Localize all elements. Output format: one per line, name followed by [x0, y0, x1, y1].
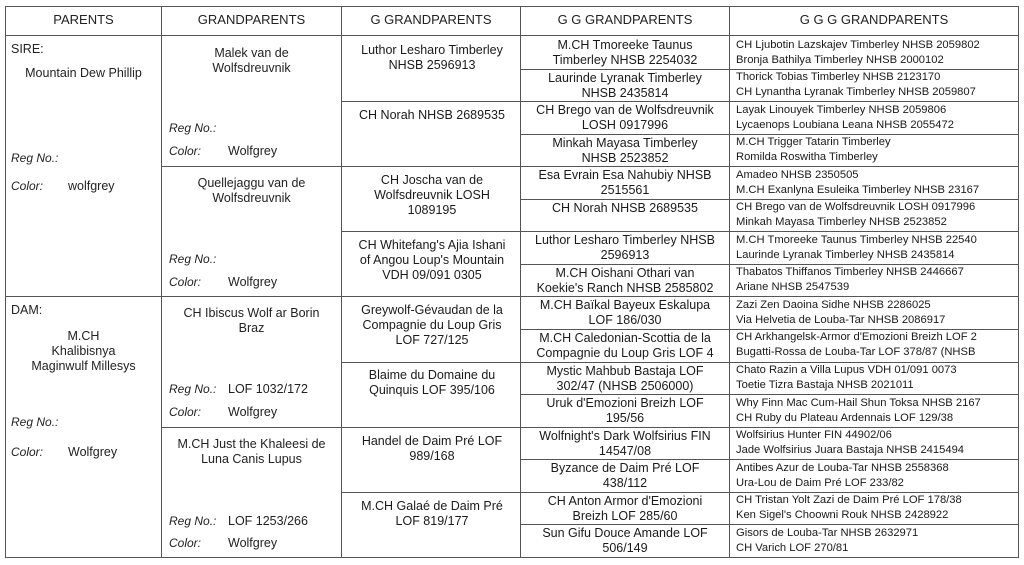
col-divider — [161, 6, 162, 558]
row-divider — [520, 524, 1019, 525]
great-grandparent-line: CH Joscha van de — [380, 173, 484, 187]
gg-grandparent-line: CH Brego van de Wolfsdreuvnik — [536, 103, 714, 117]
row-divider — [520, 427, 1019, 428]
grandparent-color-value: Wolfgrey — [228, 275, 278, 289]
row-divider — [520, 69, 1019, 70]
header-parents: PARENTS — [53, 12, 114, 27]
col-divider — [520, 6, 521, 558]
gg-grandparent-line: CH Anton Armor d'Emozioni — [547, 494, 703, 508]
ggg-grandparent: Zazi Zen Daoina Sidhe NHSB 2286025 — [736, 299, 931, 311]
great-grandparent-line: Handel de Daim Pré LOF — [361, 434, 503, 448]
border-left — [5, 6, 6, 558]
dam-name-line: Khalibisnya — [51, 344, 116, 358]
dam-name-line: M.CH — [67, 329, 100, 343]
ggg-grandparent: M.CH Tmoreeke Taunus Timberley NHSB 22540 — [736, 234, 977, 246]
great-grandparent-line: Wolfsdreuvnik LOSH — [374, 188, 490, 202]
gg-grandparent-line: 506/149 — [602, 541, 648, 555]
gg-grandparent-line: NHSB 2435814 — [581, 86, 669, 100]
gg-grandparent-line: 2596913 — [600, 248, 650, 262]
ggg-grandparent: CH Arkhangelsk-Armor d'Emozioni Breizh LOF 2 — [736, 331, 977, 343]
gg-grandparent-line: Minkah Mayasa Timberley — [552, 136, 698, 150]
grandparent-color-label: Color: — [169, 536, 202, 550]
gg-grandparent-line: M.CH Oishani Othari van — [555, 266, 695, 280]
ggg-grandparent: CH Varich LOF 270/81 — [736, 542, 849, 554]
grandparent-color-label: Color: — [169, 405, 202, 419]
header-divider — [5, 35, 1019, 36]
grandparent-name-line: Braz — [238, 321, 265, 335]
row-divider — [520, 101, 1019, 102]
grandparent-name-line: CH Ibiscus Wolf ar Borin — [183, 306, 320, 320]
ggg-grandparent: Chato Razin a Villa Lupus VDH 01/091 0073 — [736, 364, 957, 376]
gg-grandparent-line: 438/112 — [602, 476, 648, 490]
ggg-grandparent: Minkah Mayasa Timberley NHSB 2523852 — [736, 216, 947, 228]
sire-name: Mountain Dew Phillip — [25, 66, 142, 80]
ggg-grandparent: Layak Linouyek Timberley NHSB 2059806 — [736, 104, 947, 116]
ggg-grandparent: Why Finn Mac Cum-Hail Shun Toksa NHSB 2167 — [736, 397, 981, 409]
dam-name-line: Maginwulf Millesys — [31, 359, 136, 373]
grandparent-reg-value: LOF 1253/266 — [228, 514, 308, 528]
ggg-grandparent: Thabatos Thiffanos Timberley NHSB 2446667 — [736, 266, 964, 278]
ggg-grandparent: M.CH Trigger Tatarin Timberley — [736, 136, 891, 148]
ggg-grandparent: Romilda Roswitha Timberley — [736, 151, 878, 163]
dam-reg-label: Reg No.: — [11, 415, 59, 429]
great-grandparent-line: Blaime du Domaine du — [368, 368, 496, 382]
great-grandparent-line: VDH 09/091 0305 — [382, 268, 482, 282]
header-g-grandparents: G GRANDPARENTS — [370, 12, 492, 27]
gg-grandparent-line: Wolfnight's Dark Wolfsirius FIN — [539, 429, 711, 443]
ggg-grandparent: Ariane NHSB 2547539 — [736, 281, 850, 293]
great-grandparent-line: CH Whitefang's Ajia Ishani — [358, 238, 506, 252]
gg-grandparent-line: M.CH Baïkal Bayeux Eskalupa — [539, 298, 711, 312]
gg-grandparent-line: Uruk d'Emozioni Breizh LOF — [546, 396, 704, 410]
row-divider — [520, 492, 1019, 493]
ggg-grandparent: CH Ljubotin Lazskajev Timberley NHSB 2059802 — [736, 39, 980, 51]
gg-grandparent-line: CH Norah NHSB 2689535 — [552, 201, 698, 215]
gg-grandparent-line: Timberley NHSB 2254032 — [552, 53, 698, 67]
ggg-grandparent: Gisors de Louba-Tar NHSB 2632971 — [736, 527, 919, 539]
row-divider — [341, 492, 521, 493]
gg-grandparent-line: LOF 186/030 — [588, 313, 662, 327]
grandparent-reg-label: Reg No.: — [169, 514, 217, 528]
grandparent-color-value: Wolfgrey — [228, 405, 278, 419]
ggg-grandparent: Antibes Azur de Louba-Tar NHSB 2558368 — [736, 462, 949, 474]
great-grandparent-line: Quinquis LOF 395/106 — [369, 383, 495, 397]
ggg-grandparent: Wolfsirius Hunter FIN 44902/06 — [736, 429, 892, 441]
gg-grandparent-line: NHSB 2523852 — [581, 151, 669, 165]
great-grandparent-line: 989/168 — [409, 449, 455, 463]
ggg-grandparent: CH Brego van de Wolfsdreuvnik LOSH 0917996 — [736, 201, 976, 213]
gg-grandparent-line: Sun Gifu Douce Amande LOF — [542, 526, 708, 540]
dam-label: DAM: — [11, 303, 43, 317]
gg-grandparent-line: M.CH Caledonian-Scottia de la — [539, 331, 711, 345]
great-grandparent-line: NHSB 2596913 — [388, 58, 476, 72]
ggg-grandparent: Ken Sigel's Choowni Rouk NHSB 2428922 — [736, 509, 949, 521]
row-divider — [520, 296, 1019, 297]
gg-grandparent-line: LOSH 0917996 — [581, 118, 669, 132]
ggg-grandparent: M.CH Exanlyna Esuleika Timberley NHSB 23167 — [736, 184, 980, 196]
grandparent-reg-label: Reg No.: — [169, 252, 217, 266]
border-right — [1018, 6, 1019, 558]
row-divider — [520, 231, 1019, 232]
grandparent-reg-value: LOF 1032/172 — [228, 382, 308, 396]
row-divider — [341, 101, 521, 102]
ggg-grandparent: CH Tristan Yolt Zazi de Daim Pré LOF 178/38 — [736, 494, 962, 506]
ggg-grandparent: Thorick Tobias Timberley NHSB 2123170 — [736, 71, 941, 83]
dam-color-value: Wolfgrey — [68, 445, 118, 459]
ggg-grandparent: CH Ruby du Plateau Ardennais LOF 129/38 — [736, 412, 954, 424]
ggg-grandparent: Lycaenops Loubiana Leana NHSB 2055472 — [736, 119, 954, 131]
gg-grandparent-line: M.CH Tmoreeke Taunus — [557, 38, 693, 52]
row-divider — [161, 427, 342, 428]
row-divider — [161, 296, 342, 297]
ggg-grandparent: Bugatti-Rossa de Louba-Tar LOF 378/87 (NHSB — [736, 346, 976, 358]
ggg-grandparent: Ura-Lou de Daim Pré LOF 233/82 — [736, 477, 904, 489]
sire-label: SIRE: — [11, 42, 44, 56]
great-grandparent-line: Luthor Lesharo Timberley — [361, 43, 503, 57]
great-grandparent-line: LOF 819/177 — [395, 514, 469, 528]
gg-grandparent-line: Koekie's Ranch NHSB 2585802 — [536, 281, 714, 295]
great-grandparent-line: M.CH Galaé de Daim Pré — [361, 499, 503, 513]
row-divider — [5, 296, 162, 297]
header-gg-grandparents: G G GRANDPARENTS — [557, 12, 693, 27]
header-grandparents: GRANDPARENTS — [197, 12, 306, 27]
great-grandparent-line: Greywolf-Gévaudan de la — [361, 303, 503, 317]
sire-color-label: Color: — [11, 179, 44, 193]
row-divider — [520, 329, 1019, 330]
grandparent-color-label: Color: — [169, 144, 202, 158]
header-ggg-grandparents: G G G GRANDPARENTS — [799, 12, 949, 27]
border-top — [5, 6, 1019, 7]
great-grandparent-line: of Angou Loup's Mountain — [359, 253, 505, 267]
gg-grandparent-line: Luthor Lesharo Timberley NHSB — [535, 233, 715, 247]
gg-grandparent-line: 302/47 (NHSB 2506000) — [556, 379, 694, 393]
gg-grandparent-line: 14547/08 — [598, 444, 652, 458]
gg-grandparent-line: Breizh LOF 285/60 — [572, 509, 678, 523]
ggg-grandparent: CH Lynantha Lyranak Timberley NHSB 2059807 — [736, 86, 976, 98]
ggg-grandparent: Laurinde Lyranak Timberley NHSB 2435814 — [736, 249, 955, 261]
gg-grandparent-line: 195/56 — [605, 411, 645, 425]
grandparent-name-line: Quellejaggu van de — [197, 176, 306, 190]
grandparent-reg-label: Reg No.: — [169, 121, 217, 135]
great-grandparent-line: LOF 727/125 — [395, 333, 469, 347]
ggg-grandparent: Bronja Bathilya Timberley NHSB 2000102 — [736, 54, 944, 66]
row-divider — [520, 394, 1019, 395]
ggg-grandparent: Jade Wolfsirius Juara Bastaja NHSB 2415494 — [736, 444, 965, 456]
row-divider — [520, 166, 1019, 167]
grandparent-name-line: Luna Canis Lupus — [201, 452, 302, 466]
great-grandparent-line: Compagnie du Loup Gris — [362, 318, 502, 332]
gg-grandparent-line: Byzance de Daim Pré LOF — [550, 461, 700, 475]
ggg-grandparent: Via Helvetia de Louba-Tar NHSB 2086917 — [736, 314, 946, 326]
gg-grandparent-line: Compagnie du Loup Gris LOF 4 — [536, 346, 714, 360]
great-grandparent-line: CH Norah NHSB 2689535 — [359, 108, 505, 122]
gg-grandparent-line: Laurinde Lyranak Timberley — [548, 71, 702, 85]
row-divider — [520, 199, 1019, 200]
grandparent-name-line: Wolfsdreuvnik — [212, 61, 291, 75]
grandparent-name-line: M.CH Just the Khaleesi de — [177, 437, 326, 451]
gg-grandparent-line: Mystic Mahbub Bastaja LOF — [546, 364, 704, 378]
col-divider — [729, 6, 730, 558]
sire-color-value: wolfgrey — [68, 179, 115, 193]
row-divider — [341, 362, 521, 363]
row-divider — [341, 231, 521, 232]
row-divider — [341, 166, 521, 167]
border-bottom — [5, 557, 1019, 558]
sire-reg-label: Reg No.: — [11, 151, 59, 165]
gg-grandparent-line: Esa Evrain Esa Nahubiy NHSB — [538, 168, 712, 182]
grandparent-name-line: Malek van de — [214, 46, 289, 60]
row-divider — [341, 427, 521, 428]
grandparent-color-value: Wolfgrey — [228, 536, 278, 550]
gg-grandparent-line: 2515561 — [600, 183, 650, 197]
grandparent-color-value: Wolfgrey — [228, 144, 278, 158]
row-divider — [520, 362, 1019, 363]
row-divider — [161, 166, 342, 167]
row-divider — [341, 296, 521, 297]
row-divider — [520, 459, 1019, 460]
grandparent-color-label: Color: — [169, 275, 202, 289]
dam-color-label: Color: — [11, 445, 44, 459]
row-divider — [520, 264, 1019, 265]
col-divider — [341, 6, 342, 558]
row-divider — [520, 134, 1019, 135]
ggg-grandparent: Toetie Tizra Bastaja NHSB 2021011 — [736, 379, 914, 391]
great-grandparent-line: 1089195 — [407, 203, 457, 217]
grandparent-name-line: Wolfsdreuvnik — [212, 191, 291, 205]
ggg-grandparent: Amadeo NHSB 2350505 — [736, 169, 859, 181]
grandparent-reg-label: Reg No.: — [169, 382, 217, 396]
